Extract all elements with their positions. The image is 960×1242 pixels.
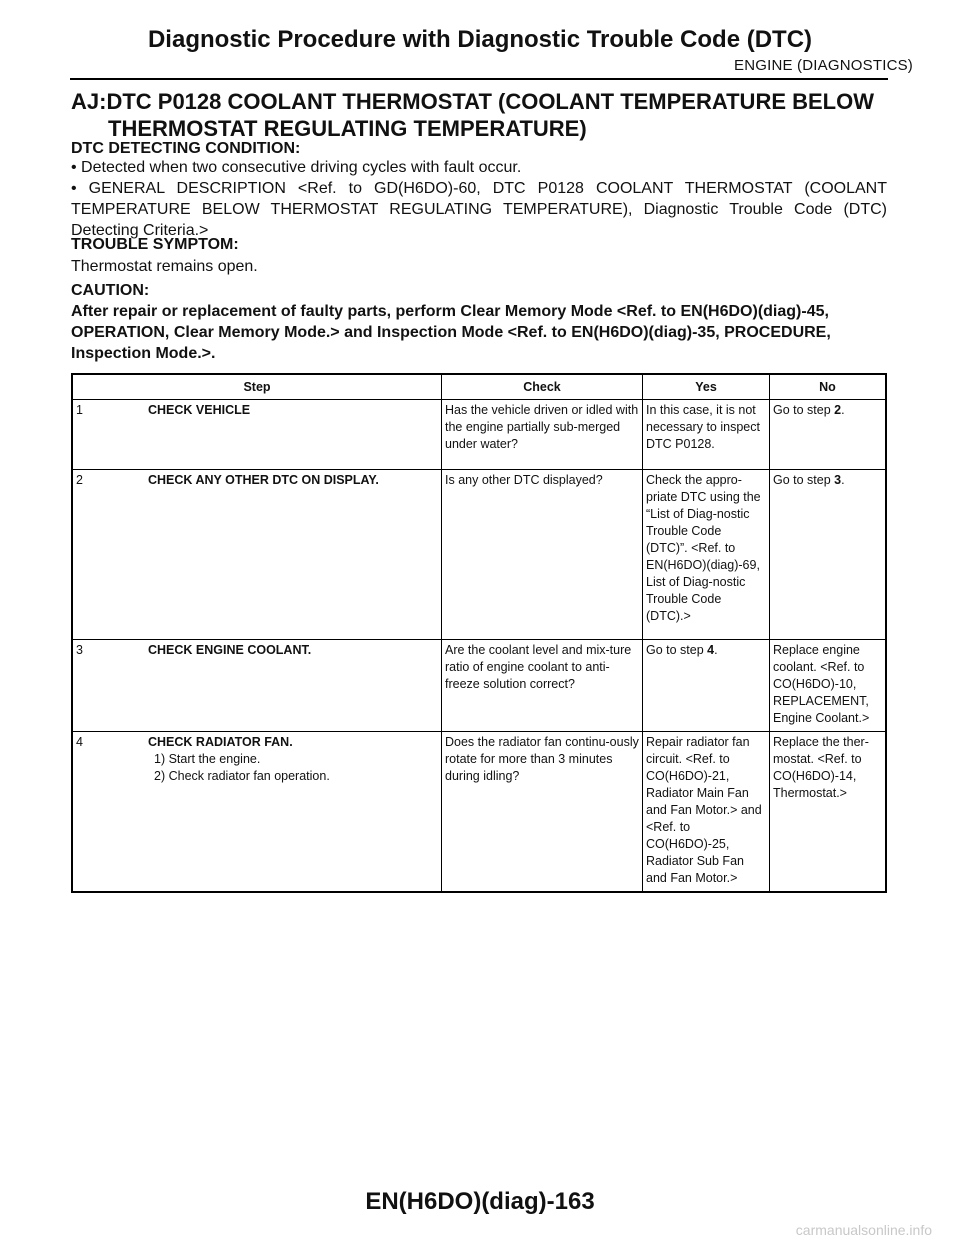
step-yes: In this case, it is not necessary to inspect DTC P0128. xyxy=(643,400,770,470)
step-yes: Go to step 4. xyxy=(643,640,770,732)
step-yes: Repair radiator fan circuit. <Ref. to CO(H6DO)-21, Radiator Main Fan and Fan Motor.> and <Ref. to CO(H6DO)-25, Radiator Sub Fan and Fan Motor.> xyxy=(643,732,770,893)
step-no: Replace engine coolant. <Ref. to CO(H6DO)-10, REPLACEMENT, Engine Coolant.> xyxy=(770,640,887,732)
step-check: Does the radiator fan continu-ously rotate for more than 3 minutes during idling? xyxy=(442,732,643,893)
page-header-title: Diagnostic Procedure with Diagnostic Trouble Code (DTC) xyxy=(147,26,813,53)
header-divider xyxy=(70,78,888,80)
step-check: Is any other DTC displayed? xyxy=(442,470,643,640)
table-row xyxy=(72,400,886,470)
table-row xyxy=(72,732,886,893)
page-number: EN(H6DO)(diag)-163 xyxy=(365,1188,595,1215)
table-row xyxy=(72,470,886,640)
step-name: CHECK ENGINE COOLANT. xyxy=(145,640,442,732)
step-check: Are the coolant level and mix-ture ratio of engine coolant to anti-freeze solution correct? xyxy=(442,640,643,732)
step-name: CHECK RADIATOR FAN. 1) Start the engine. 2) Check radiator fan operation. xyxy=(145,732,442,893)
step-no: Go to step 3. xyxy=(770,470,887,640)
section-title-line1: AJ:DTC P0128 COOLANT THERMOSTAT (COOLANT TEMPERATURE BELOW xyxy=(71,89,874,114)
detecting-condition-item: • GENERAL DESCRIPTION <Ref. to GD(H6DO)-60, DTC P0128 COOLANT THERMOSTAT (COOLANT TEMPERATURE BELOW THERMOSTAT REGULATING TEMPERATURE), Diagnostic Trouble Code (DTC) Detecting Criteria.> xyxy=(71,180,887,239)
table-header-row xyxy=(72,374,886,400)
section-title xyxy=(71,88,891,142)
header-step: Step xyxy=(72,374,442,400)
caution-label: CAUTION: xyxy=(71,282,150,299)
step-number: 1 xyxy=(72,400,145,470)
trouble-symptom-text: Thermostat remains open. xyxy=(71,258,258,275)
table-row xyxy=(72,640,886,732)
caution-text: After repair or replacement of faulty parts, perform Clear Memory Mode <Ref. to EN(H6DO)(diag)-45, OPERATION, Clear Memory Mode.> and Inspection Mode <Ref. to EN(H6DO)(diag)-35, PROCEDURE, Inspection Mode.>. xyxy=(71,303,831,362)
detecting-condition-label: DTC DETECTING CONDITION: xyxy=(71,140,301,157)
step-substep: 2) Check radiator fan operation. xyxy=(154,769,330,783)
page-header-subtitle: ENGINE (DIAGNOSTICS) xyxy=(733,57,913,74)
header-check: Check xyxy=(442,374,643,400)
step-substep: 1) Start the engine. xyxy=(154,752,261,766)
step-name: CHECK VEHICLE xyxy=(145,400,442,470)
step-number: 4 xyxy=(72,732,145,893)
header-yes: Yes xyxy=(643,374,770,400)
step-no: Replace the ther-mostat. <Ref. to CO(H6DO)-14, Thermostat.> xyxy=(770,732,887,893)
diagnostic-steps-table xyxy=(71,373,887,893)
watermark: carmanualsonline.info xyxy=(795,1222,932,1238)
section-title-line2: THERMOSTAT REGULATING TEMPERATURE) xyxy=(108,116,587,141)
trouble-symptom-label: TROUBLE SYMPTOM: xyxy=(71,236,239,253)
step-number: 3 xyxy=(72,640,145,732)
step-name: CHECK ANY OTHER DTC ON DISPLAY. xyxy=(145,470,442,640)
header-no: No xyxy=(770,374,887,400)
step-number: 2 xyxy=(72,470,145,640)
step-yes: Check the appro-priate DTC using the “List of Diag-nostic Trouble Code (DTC)”. <Ref. to EN(H6DO)(diag)-69, List of Diag-nostic Trouble Code (DTC).> xyxy=(643,470,770,640)
step-check: Has the vehicle driven or idled with the engine partially sub-merged under water? xyxy=(442,400,643,470)
step-no: Go to step 2. xyxy=(770,400,887,470)
detecting-condition-item: • Detected when two consecutive driving cycles with fault occur. xyxy=(71,159,522,176)
